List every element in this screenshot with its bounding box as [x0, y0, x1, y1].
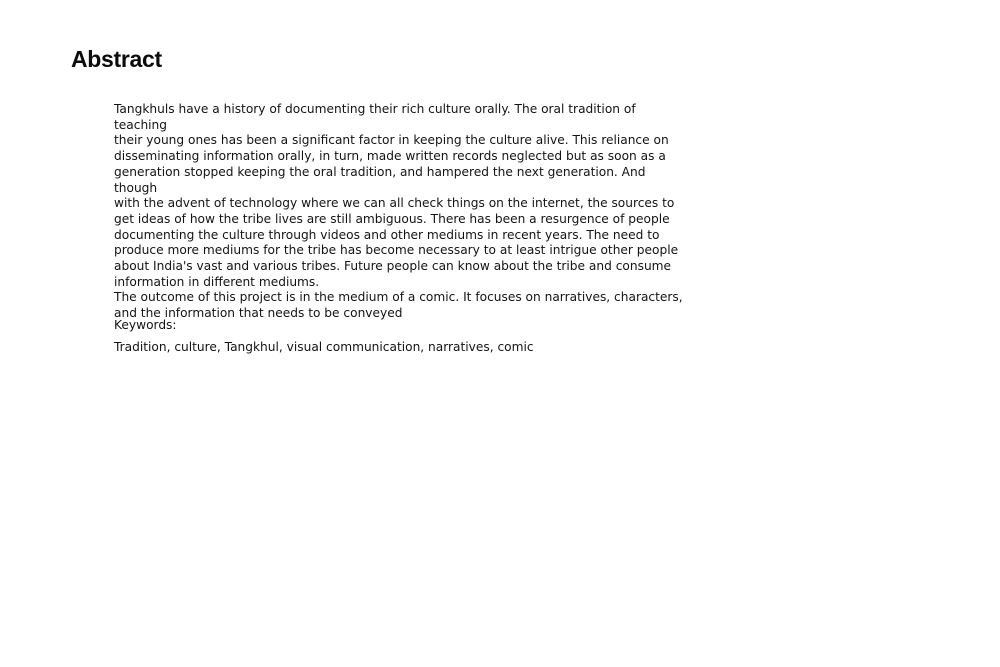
- page-title: Abstract: [71, 46, 162, 72]
- abstract-paragraph: Tangkhuls have a history of documenting their rich culture orally. The oral tradition of teaching their young ones has been a significant factor in keeping the culture alive. This reliance on disseminating information orally, in turn, made written records neglected but as soon as a generation stopped keeping the oral tradition, and hampered the next generation. And though with the advent of technology where we can all check things on the internet, the sources to get ideas of how the tribe lives are still ambiguous. There has been a resurgence of people documenting the culture through videos and other mediums in recent years. The need to produce more mediums for the tribe has become necessary to at least intrigue other people about India's vast and various tribes. Future people can know about the tribe and consume information in different mediums.: [114, 102, 679, 289]
- abstract-body: [114, 102, 684, 322]
- abstract-paragraph: The outcome of this project is in the medium of a comic. It focuses on narratives, characters, and the information that needs to be conveyed: [114, 290, 683, 321]
- keywords-list: Tradition, culture, Tangkhul, visual communication, narratives, comic: [114, 340, 534, 354]
- keywords-label: Keywords:: [114, 318, 177, 332]
